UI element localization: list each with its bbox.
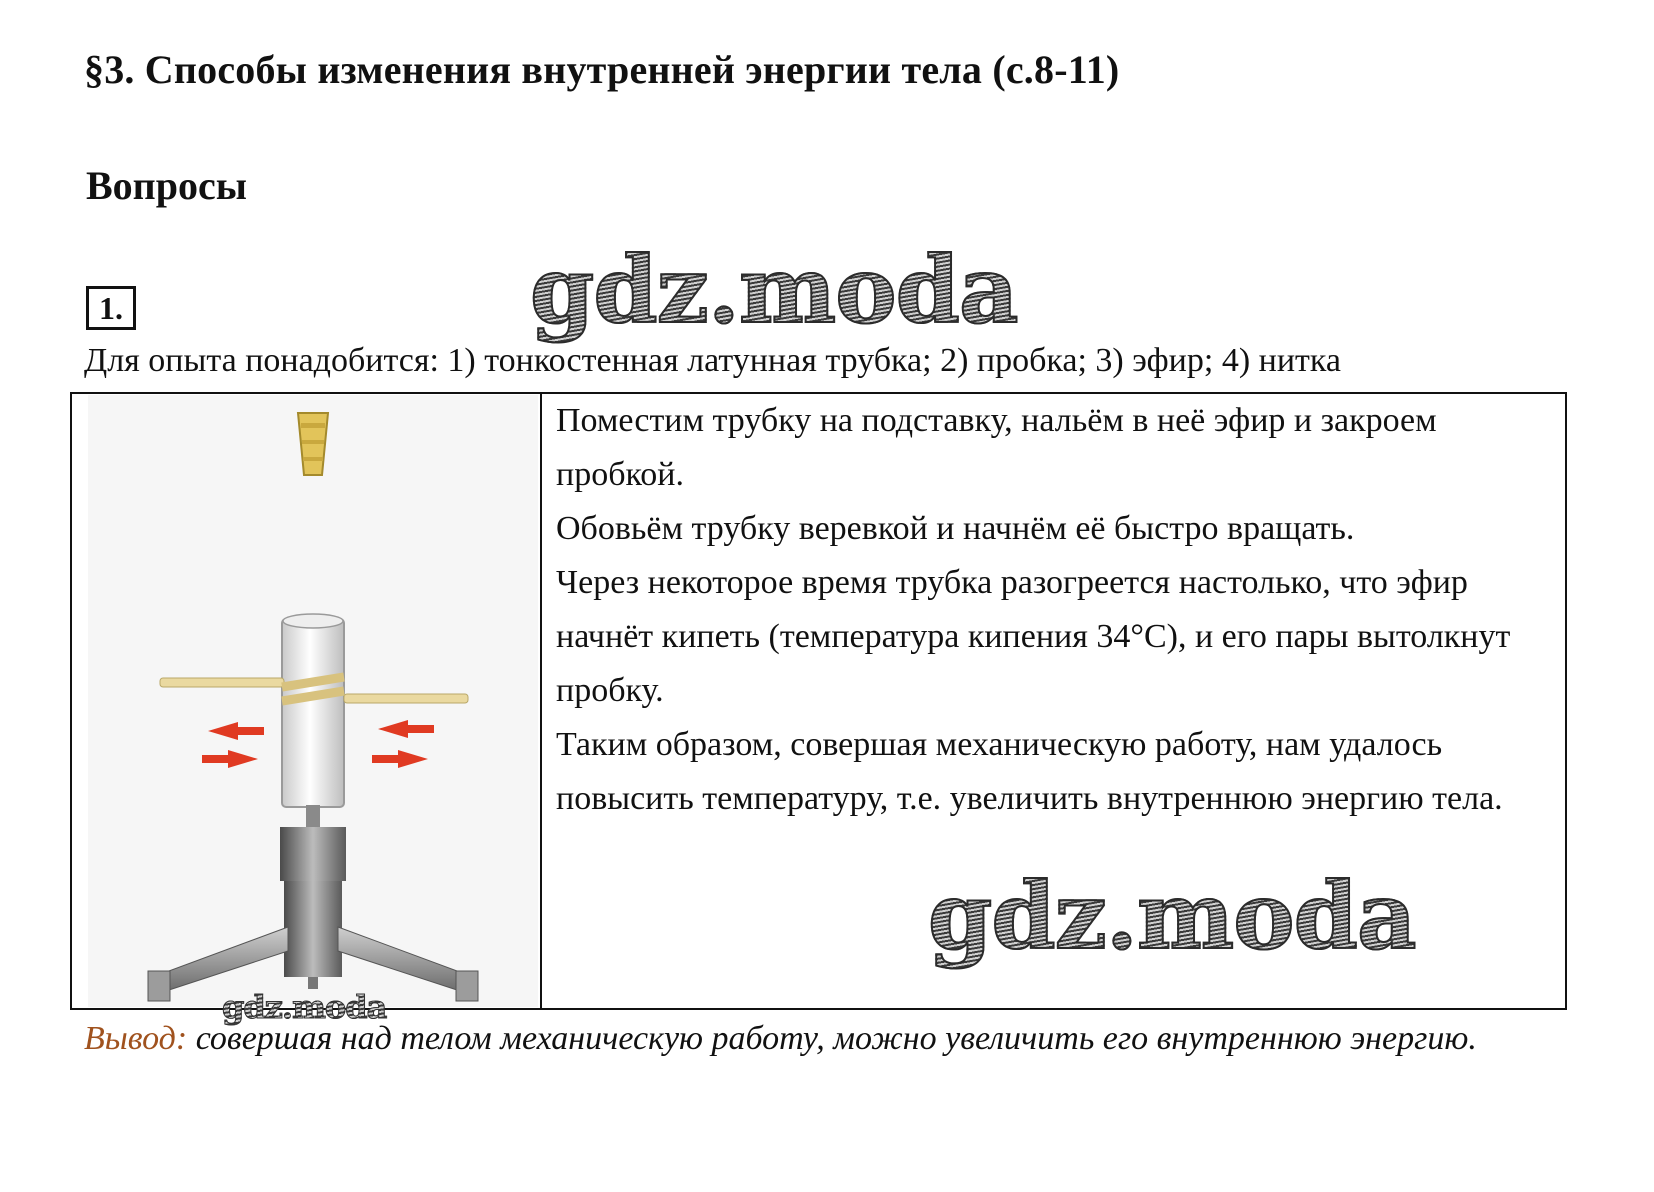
cork (298, 413, 328, 475)
conclusion (84, 1012, 1574, 1066)
watermark-top: gdz.moda (530, 236, 1018, 344)
conclusion-text: совершая над телом механическую работу, можно увеличить его внутреннюю энергию. (195, 1020, 1477, 1057)
watermark-small: gdz.moda (222, 988, 387, 1026)
table-divider (540, 392, 542, 1010)
step-2: Обовьём трубку веревкой и начнём её быстро вращать. (556, 510, 1355, 547)
section-heading: Вопросы (86, 163, 247, 208)
conclusion-label: Вывод: (84, 1020, 188, 1057)
step-4: Таким образом, совершая механическую работу, нам удалось повысить температуру, т.е. увеличить внутреннюю энергию тела. (556, 726, 1503, 817)
brass-tube-apparatus-drawing (88, 395, 538, 1007)
step-1: Поместим трубку на подставку, нальём в неё эфир и закроем пробкой. (556, 402, 1437, 493)
watermark-middle: gdz.moda (928, 862, 1416, 970)
question-number-box: 1. (86, 286, 136, 330)
materials-list: Для опыта понадобится: 1) тонкостенная латунная трубка; 2) пробка; 3) эфир; 4) нитка (84, 342, 1341, 379)
stand (148, 805, 478, 1001)
step-3: Через некоторое время трубка разогреется настолько, что эфир начнёт кипеть (температура кипения 34°С), и его пары вытолкнут пробку. (556, 564, 1511, 709)
brass-tube (282, 614, 344, 807)
experiment-illustration (88, 395, 538, 1007)
page-title: §3. Способы изменения внутренней энергии тела (с.8-11) (84, 47, 1120, 92)
experiment-steps (556, 394, 1556, 826)
